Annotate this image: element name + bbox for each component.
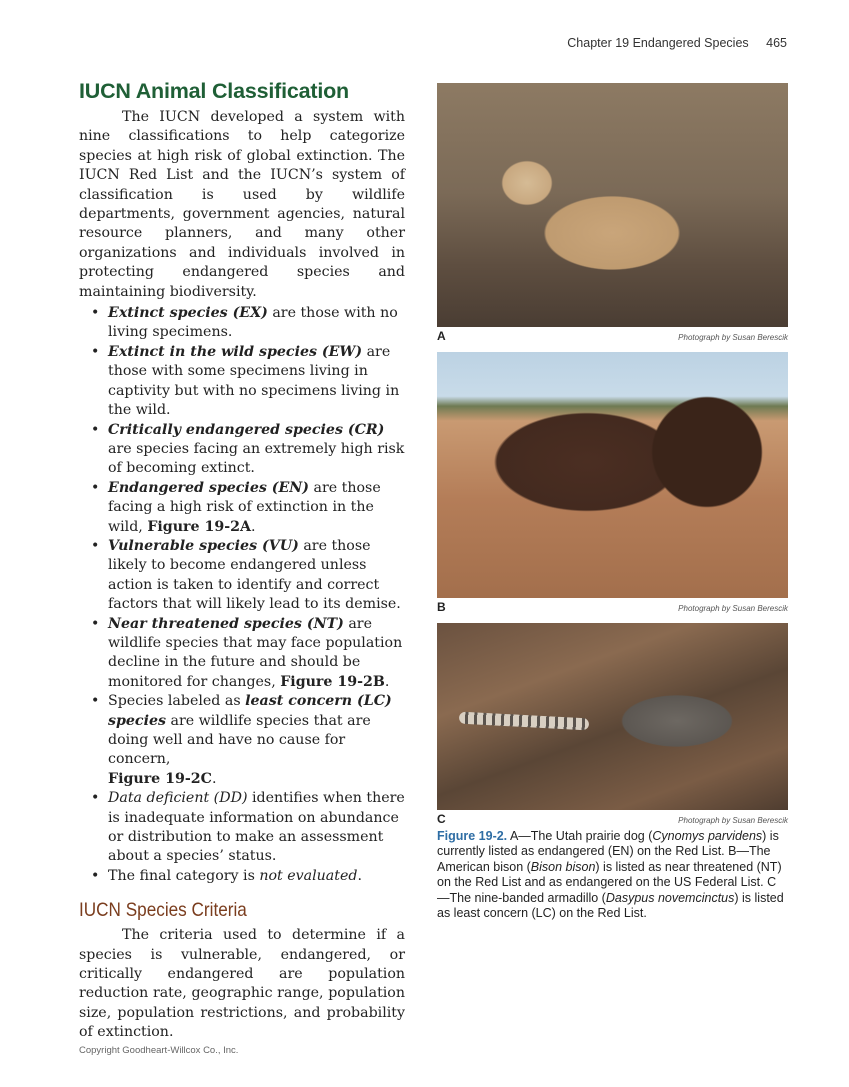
figure-19-2 — [437, 83, 788, 921]
armadillo-tail-shape — [459, 712, 589, 731]
page-number: 465 — [766, 36, 787, 50]
list-item-ne: • The final category is not evaluated. — [79, 867, 405, 886]
running-head — [567, 36, 787, 50]
prairie-dog-photo — [437, 83, 788, 327]
list-item-dd: • Data deficient (DD) identifies when there is inadequate information on abundance or distribution to make an assessment about a species’ status. — [79, 789, 405, 867]
section-title: IUCN Animal Classification — [79, 79, 349, 103]
bison-photo — [437, 352, 788, 598]
list-item-en: • Endangered species (EN) are those facing a high risk of extinction in the wild, Figure 19-2A. — [79, 479, 405, 537]
figure-label: Figure 19-2. — [437, 829, 508, 843]
armadillo-photo — [437, 623, 788, 810]
photo-b-letter: B — [437, 600, 446, 614]
photo-a-letter: A — [437, 329, 446, 343]
photo-a-label-row — [437, 329, 788, 349]
figure-ref-19-2b[interactable]: Figure 19-2B — [280, 673, 385, 690]
subsection-title: IUCN Species Criteria — [79, 899, 247, 922]
photo-c-credit: Photograph by Susan Berescik — [678, 816, 788, 825]
figure-ref-19-2a[interactable]: Figure 19-2A — [147, 518, 251, 535]
criteria-paragraph: The criteria used to determine if a species is vulnerable, endangered, or critically endangered are population reduction rate, geographic range, population size, population restrictions, and probability of extinction. — [79, 927, 405, 1041]
photo-c-letter: C — [437, 812, 446, 826]
classification-list — [79, 304, 405, 886]
copyright-footer: Copyright Goodheart-Willcox Co., Inc. — [79, 1045, 239, 1056]
main-text-column — [79, 78, 405, 1043]
photo-b-credit: Photograph by Susan Berescik — [678, 604, 788, 613]
list-item-vu: • Vulnerable species (VU) are those likely to become endangered unless action is taken to identify and correct factors that will likely lead to its demise. — [79, 537, 405, 615]
chapter-title: Chapter 19 Endangered Species — [567, 36, 749, 50]
photo-a-credit: Photograph by Susan Berescik — [678, 333, 788, 342]
list-item-ew: • Extinct in the wild species (EW) are those with some specimens living in captivity but with no specimens living in the wild. — [79, 343, 405, 421]
list-item-ex: • Extinct species (EX) are those with no living specimens. — [79, 304, 405, 343]
list-item-nt: • Near threatened species (NT) are wildlife species that may face population decline in the future and should be monitored for changes, Figure 19-2B. — [79, 615, 405, 693]
list-item-lc: • Species labeled as least concern (LC) species are wildlife species that are doing well and have no cause for concern, Figure 19-2C. — [79, 692, 405, 789]
intro-paragraph: The IUCN developed a system with nine classifications to help categorize species at high risk of global extinction. The IUCN Red List and the IUCN’s system of classification is used by wildlife departments, government agencies, natural resource planners, and many other organizations and individuals involved in protecting endangered species and maintaining biodiversity. — [79, 109, 405, 300]
figure-ref-19-2c[interactable]: Figure 19-2C — [108, 770, 212, 787]
figure-caption: Figure 19-2. A—The Utah prairie dog (Cynomys parvidens) is currently listed as endangered (EN) on the Red List. B—The American bison (Bison bison) is listed as near threatened (NT) on the Red List and as endangered on the US Federal List. C—The nine-banded armadillo (Dasypus novemcinctus) is listed as least concern (LC) on the Red List. — [437, 829, 784, 921]
photo-b-label-row — [437, 600, 788, 620]
list-item-cr: • Critically endangered species (CR) are species facing an extremely high risk of becoming extinct. — [79, 421, 405, 479]
